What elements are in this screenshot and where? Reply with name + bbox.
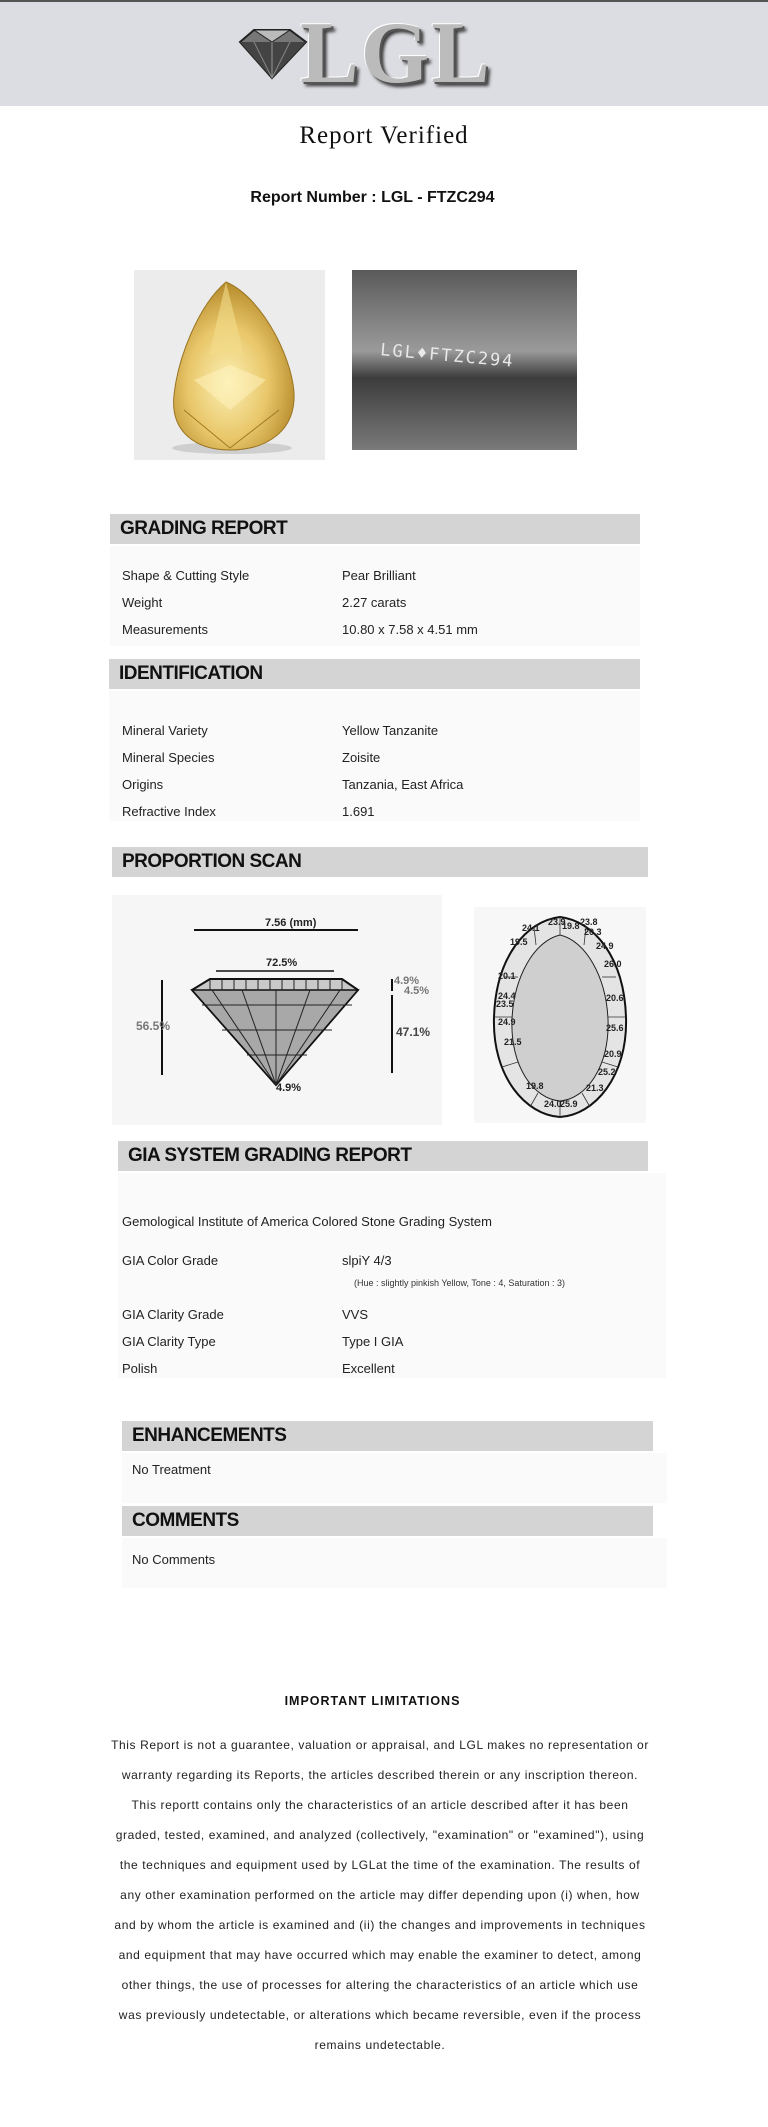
svg-text:20.3: 20.3 xyxy=(584,927,602,937)
gia-color-label: GIA Color Grade xyxy=(122,1253,219,1268)
svg-text:25.6: 25.6 xyxy=(606,1023,624,1033)
crown-height-label: 4.9% xyxy=(394,975,420,987)
gia-color-note: (Hue : slightly pinkish Yellow, Tone : 4, Saturation : 3) xyxy=(354,1278,565,1288)
proportion-diagrams xyxy=(112,895,648,1125)
gia-color-value: slpiY 4/3 xyxy=(342,1253,392,1268)
weight-value: 2.27 carats xyxy=(342,595,407,610)
svg-text:20.6: 20.6 xyxy=(606,993,624,1003)
svg-text:21.3: 21.3 xyxy=(586,1083,604,1093)
species-value: Zoisite xyxy=(342,750,381,765)
variety-value: Yellow Tanzanite xyxy=(342,723,439,738)
svg-text:23.9: 23.9 xyxy=(548,917,566,927)
refractive-label: Refractive Index xyxy=(122,804,216,819)
pavilion-depth-label: 47.1% xyxy=(396,1025,431,1039)
gemstone-image xyxy=(134,270,325,460)
svg-text:19.8: 19.8 xyxy=(562,921,580,931)
svg-text:21.5: 21.5 xyxy=(504,1037,522,1047)
table-label: 72.5% xyxy=(266,957,298,969)
limitations-title: IMPORTANT LIMITATIONS xyxy=(284,1694,461,1708)
measurements-label: Measurements xyxy=(122,622,208,637)
top-view-diagram xyxy=(474,907,646,1123)
enhancements-header: ENHANCEMENTS xyxy=(122,1421,653,1451)
identification-header: IDENTIFICATION xyxy=(109,659,640,689)
origins-value: Tanzania, East Africa xyxy=(342,777,464,792)
crown-angle-label: 4.5% xyxy=(404,985,430,997)
clarity-type-label: GIA Clarity Type xyxy=(122,1334,216,1349)
culet-label: 4.9% xyxy=(276,1082,302,1094)
enhancements-panel xyxy=(122,1453,667,1503)
clarity-grade-label: GIA Clarity Grade xyxy=(122,1307,224,1322)
page-title: Report Verified xyxy=(299,122,469,149)
gem-photo xyxy=(134,270,325,460)
proportion-scan-header: PROPORTION SCAN xyxy=(112,847,648,877)
polish-value: Excellent xyxy=(342,1361,395,1376)
svg-text:24.9: 24.9 xyxy=(596,941,614,951)
svg-text:24.4: 24.4 xyxy=(498,991,516,1001)
svg-text:23.8: 23.8 xyxy=(580,917,598,927)
logo-wordmark: LGL xyxy=(300,5,492,102)
svg-text:19.8: 19.8 xyxy=(526,1081,544,1091)
svg-text:25.9: 25.9 xyxy=(560,1099,578,1109)
shape-label: Shape & Cutting Style xyxy=(122,568,250,583)
width-label: 7.56 (mm) xyxy=(265,917,317,929)
measurements-value: 10.80 x 7.58 x 4.51 mm xyxy=(342,622,478,637)
origins-label: Origins xyxy=(122,777,164,792)
svg-text:24.9: 24.9 xyxy=(498,1017,516,1027)
svg-text:23.5: 23.5 xyxy=(496,999,514,1009)
comments-header: COMMENTS xyxy=(122,1506,653,1536)
polish-label: Polish xyxy=(122,1361,158,1376)
enhancements-text: No Treatment xyxy=(132,1462,211,1477)
grading-report-header: GRADING REPORT xyxy=(110,514,640,544)
svg-text:25.2: 25.2 xyxy=(598,1067,616,1077)
species-label: Mineral Species xyxy=(122,750,215,765)
shape-value: Pear Brilliant xyxy=(342,568,416,583)
report-number: Report Number : LGL - FTZC294 xyxy=(250,189,495,206)
header-banner xyxy=(0,0,768,106)
variety-label: Mineral Variety xyxy=(122,723,208,738)
svg-text:19.5: 19.5 xyxy=(510,937,528,947)
clarity-grade-value: VVS xyxy=(342,1307,369,1322)
svg-text:26.0: 26.0 xyxy=(604,959,622,969)
inscription-photo xyxy=(352,270,577,450)
weight-label: Weight xyxy=(122,595,163,610)
gia-intro: Gemological Institute of America Colored Stone Grading System xyxy=(122,1214,492,1229)
refractive-value: 1.691 xyxy=(342,804,375,819)
svg-text:20.1: 20.1 xyxy=(498,971,516,981)
clarity-type-value: Type I GIA xyxy=(342,1334,404,1349)
gia-report-header: GIA SYSTEM GRADING REPORT xyxy=(118,1141,648,1171)
inscription-text: LGL♦FTZC294 xyxy=(379,340,516,372)
total-depth-label: 56.5% xyxy=(136,1019,171,1033)
svg-text:20.9: 20.9 xyxy=(604,1049,622,1059)
lgl-logo xyxy=(232,5,492,102)
comments-text: No Comments xyxy=(132,1552,216,1567)
limitations-body: This Report is not a guarantee, valuation or appraisal, and LGL makes no representation or warranty regarding its Reports, the articles described therein or any inscription thereon. This reportt contains only the characteristics of an article described after it has been graded, tested, examined, and analyzed (collectively, "examination" or "examined"), using the techniques and equipment used by LGLat the time of the examination. The results of any other examination performed on the article may differ depending upon (i) when, how and by whom the article is examined and (ii) the changes and improvements in techniques and equipment that may have occurred which may enable the examiner to detect, among other things, the use of processes for altering the characteristics of an article which use was previously undetectable, or alterations which became reversible, even if the process remains undetectable. xyxy=(111,1738,649,2052)
svg-text:24.0: 24.0 xyxy=(544,1099,562,1109)
svg-text:24.1: 24.1 xyxy=(522,923,540,933)
